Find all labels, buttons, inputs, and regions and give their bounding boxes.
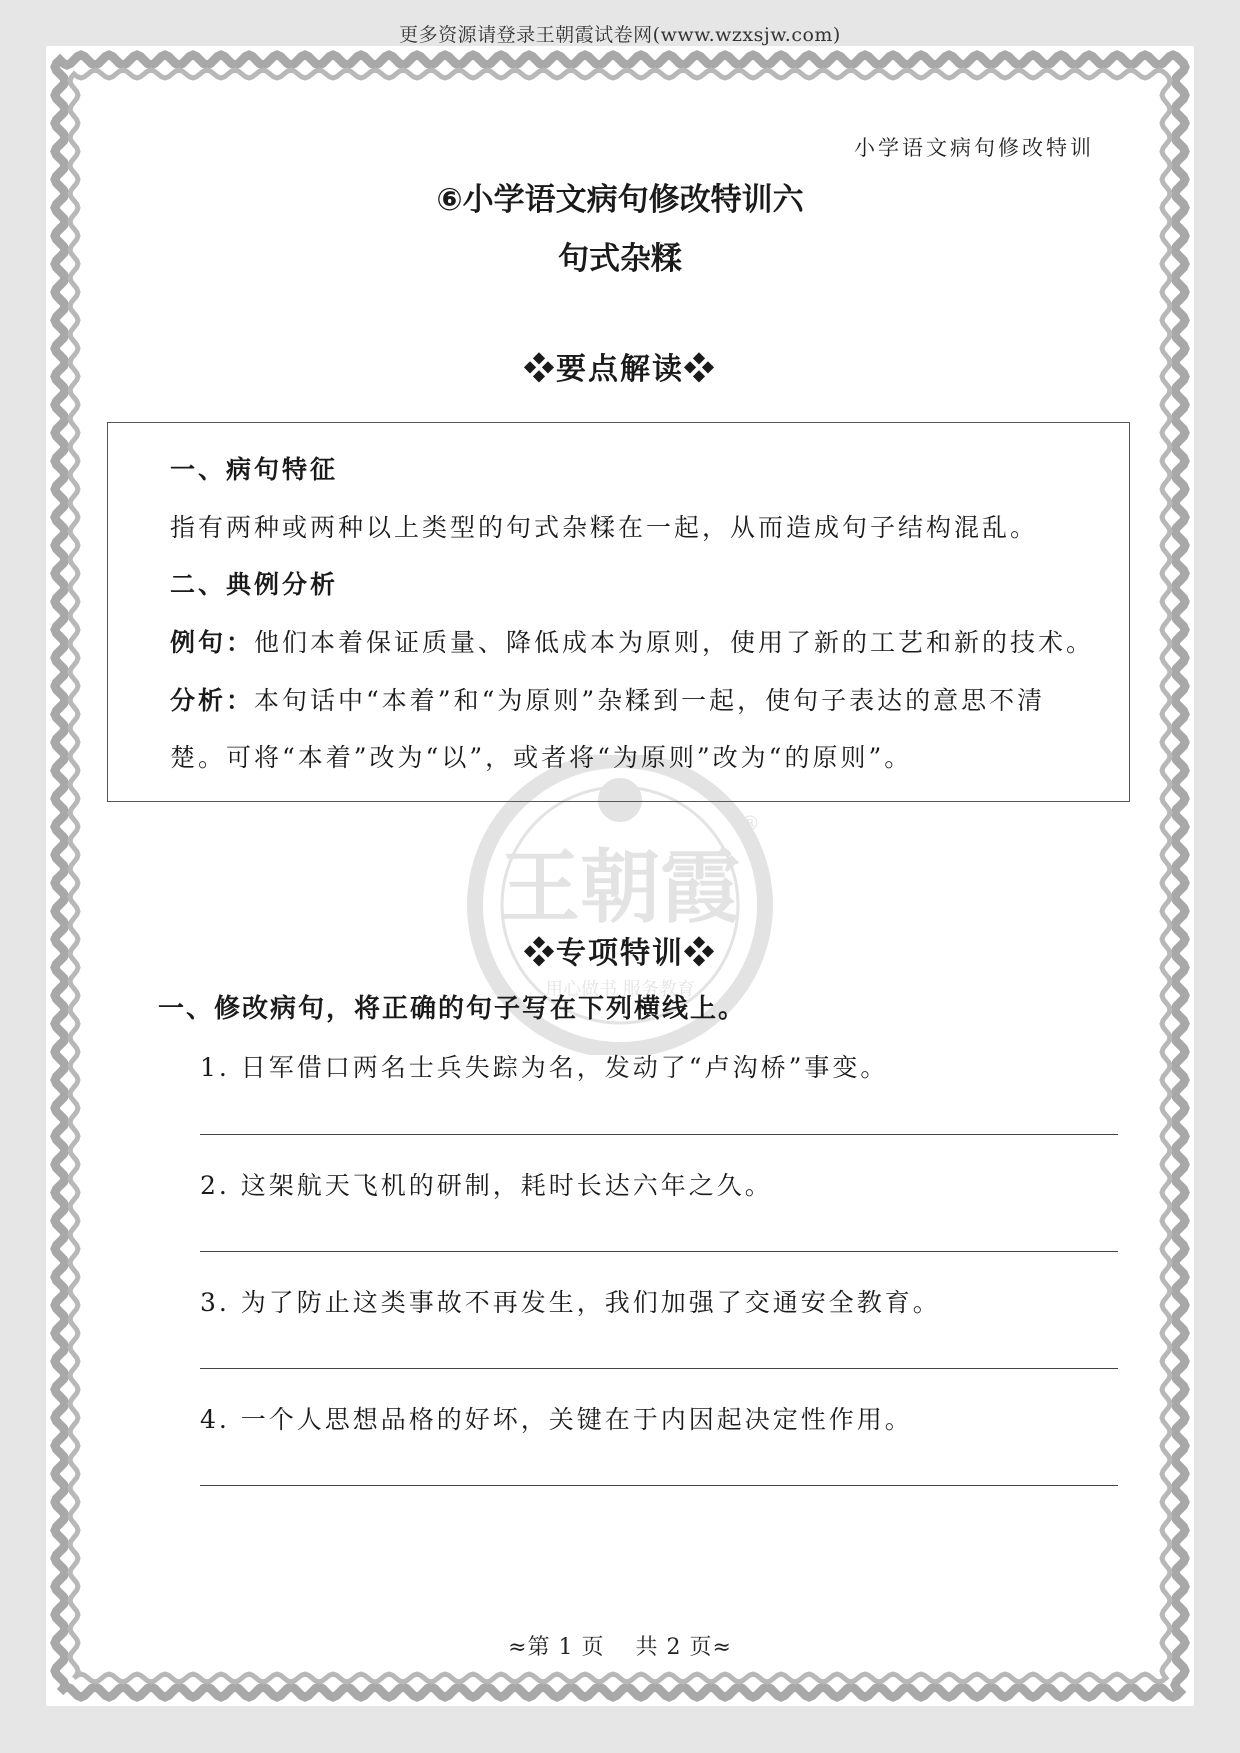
feature-heading: 一、病句特征 [170,455,339,484]
key-points-box [107,422,1130,802]
answer-line-2[interactable] [200,1251,1118,1252]
page-footer: ≈第 1 页 共 2 页≈ [508,1635,732,1660]
analysis-heading: 二、典例分析 [170,570,339,599]
site-banner: 更多资源请登录王朝霞试卷网(www.wzxsjw.com) [399,24,841,46]
question-3: 3. 为了防止这类事故不再发生，我们加强了交通安全教育。 [200,1288,941,1317]
answer-line-1[interactable] [200,1134,1118,1135]
analysis-line [170,681,1045,717]
answer-line-3[interactable] [200,1368,1118,1369]
example-line [170,623,1094,659]
feature-text: 指有两种或两种以上类型的句式杂糅在一起，从而造成句子结构混乱。 [170,513,1039,542]
exercise-instruction: 一、修改病句，将正确的句子写在下列横线上。 [158,994,747,1024]
question-2: 2. 这架航天飞机的研制，耗时长达六年之久。 [200,1171,773,1200]
running-header: 小学语文病句修改特训 [854,136,1094,160]
svg-text:王朝霞: 王朝霞 [500,840,740,934]
svg-text:®: ® [740,811,760,835]
analysis-text-continued: 楚。可将“本着”改为“以”，或者将“为原则”改为“的原则”。 [170,743,913,772]
question-4: 4. 一个人思想品格的好坏，关键在于内因起决定性作用。 [200,1405,913,1434]
analysis-text: 本句话中“本着”和“为原则”杂糅到一起，使句子表达的意思不清 [254,686,1046,715]
example-text: 他们本着保证质量、降低成本为原则，使用了新的工艺和新的技术。 [254,628,1095,657]
key-points-heading: ❖要点解读❖ [524,352,716,387]
example-label: 例句： [170,628,255,657]
analysis-label: 分析： [170,686,255,715]
page-subtitle: 句式杂糅 [558,241,682,277]
answer-line-4[interactable] [200,1485,1118,1486]
svg-text:用心做书 服务教育: 用心做书 服务教育 [545,979,695,1000]
page-title: ⑥小学语文病句修改特训六 [436,182,804,218]
question-1: 1. 日军借口两名士兵失踪为名，发动了“卢沟桥”事变。 [200,1053,889,1082]
training-heading: ❖专项特训❖ [524,936,716,971]
